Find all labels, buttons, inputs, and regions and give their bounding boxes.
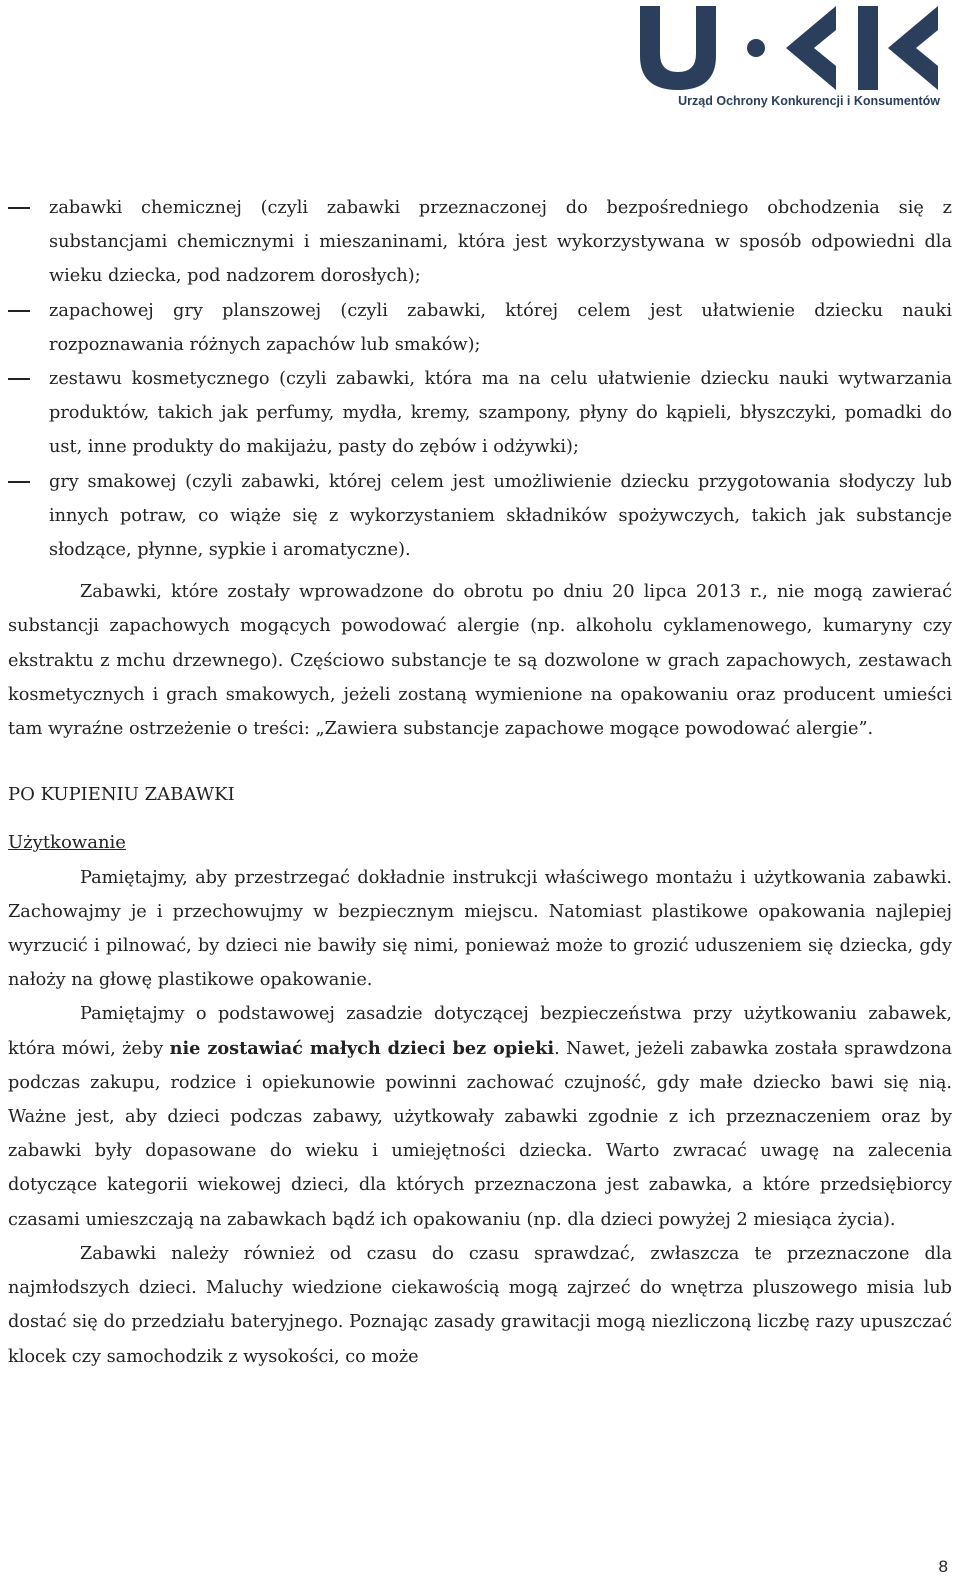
list-item: zestawu kosmetycznego (czyli zabawki, która ma na celu ułatwienie dziecku nauki wytwarzania produktów, takich jak perfumy, mydła, kremy, szampony, płyny do kąpieli, błyszczyki, pomadki do ust, inne produkty do makijażu, pasty do zębów i odżywki); — [8, 362, 952, 465]
subsection-heading: Użytkowanie — [8, 832, 126, 854]
text-run: Pamiętajmy o podstawowej zasadzie dotyczącej bezpieczeństwa przy użytkowaniu zabawek, która mówi, żeby — [8, 1004, 952, 1059]
emphasis-text: nie zostawiać małych dzieci bez opieki — [169, 1037, 555, 1059]
list-item: zabawki chemicznej (czyli zabawki przeznaczonej do bezpośredniego obchodzenia się z substancjami chemicznymi i mieszaninami, która jest wykorzystywana w sposób odpowiedni dla wieku dziecka, pod nadzorem dorosłych); — [8, 191, 952, 294]
list-item: gry smakowej (czyli zabawki, której celem jest umożliwienie dziecku przygotowania słodyczy lub innych potraw, co wiąże się z wykorzystaniem składników spożywczych, takich jak substancje słodzące, płynne, sypkie i aromatyczne). — [8, 465, 952, 568]
paragraph-fragrance: Zabawki, które zostały wprowadzone do obrotu po dniu 20 lipca 2013 r., nie mogą zawierać substancji zapachowych mogących powodować alergie (np. alkoholu cyklamenowego, kumaryny czy ekstraktu z mchu drzewnego). Częściowo substancje te są dozwolone w grach zapachowych, zestawach kosmetycznych i grach smakowych, jeżeli zostaną wymienione na opakowaniu oraz producent umieści tam wyraźne ostrzeżenie o treści: „Zawiera substancje zapachowe mogące powodować alergie”. — [8, 582, 952, 740]
section-heading: PO KUPIENIU ZABAWKI — [8, 784, 235, 806]
list-item: zapachowej gry planszowej (czyli zabawki, której celem jest ułatwienie dziecku nauki rozpoznawania różnych zapachów lub smaków); — [8, 294, 952, 362]
paragraph-checking: Zabawki należy również od czasu do czasu sprawdzać, zwłaszcza te przeznaczone dla najmłodszych dzieci. Maluchy wiedzione ciekawością mogą zajrzeć do wnętrza pluszowego misia lub dostać się do przedziału bateryjnego. Poznając zasady grawitacji mogą niezliczoną liczbę razy upuszczać klocek czy samochodzik z wysokości, co może — [8, 1243, 952, 1367]
document-body — [8, 191, 952, 1374]
logo-caption: Urząd Ochrony Konkurencji i Konsumentów — [678, 94, 940, 108]
dash-list — [8, 191, 952, 567]
text-run: . Nawet, jeżeli zabawka została sprawdzona podczas zakupu, rodzice i opiekunowie powinni zachować czujność, gdy małe dziecko bawi się nią. Ważne jest, aby dzieci podczas zabawy, użytkowały zabawki zgodnie z ich przeznaczeniem oraz by zabawki były dopasowane do wieku i umiejętności dziecka. Warto zwracać uwagę na zalecenia dotyczące kategorii wiekowej dzieci, dla których przeznaczona jest zabawka, a które przedsiębiorcy czasami umieszczają na zabawkach bądź ich opakowaniu (np. dla dzieci powyżej 2 miesiąca życia). — [8, 1038, 952, 1230]
page-number: 8 — [938, 1557, 948, 1576]
paragraph-usage: Pamiętajmy, aby przestrzegać dokładnie instrukcji właściwego montażu i użytkowania zabawki. Zachowajmy je i przechowujmy w bezpiecznym miejscu. Natomiast plastikowe opakowania najlepiej wyrzucić i pilnować, by dzieci nie bawiły się nimi, ponieważ może to grozić uduszeniem się dziecka, gdy nałoży na głowę plastikowe opakowanie. — [8, 867, 952, 991]
paragraph-supervision — [8, 997, 952, 1236]
